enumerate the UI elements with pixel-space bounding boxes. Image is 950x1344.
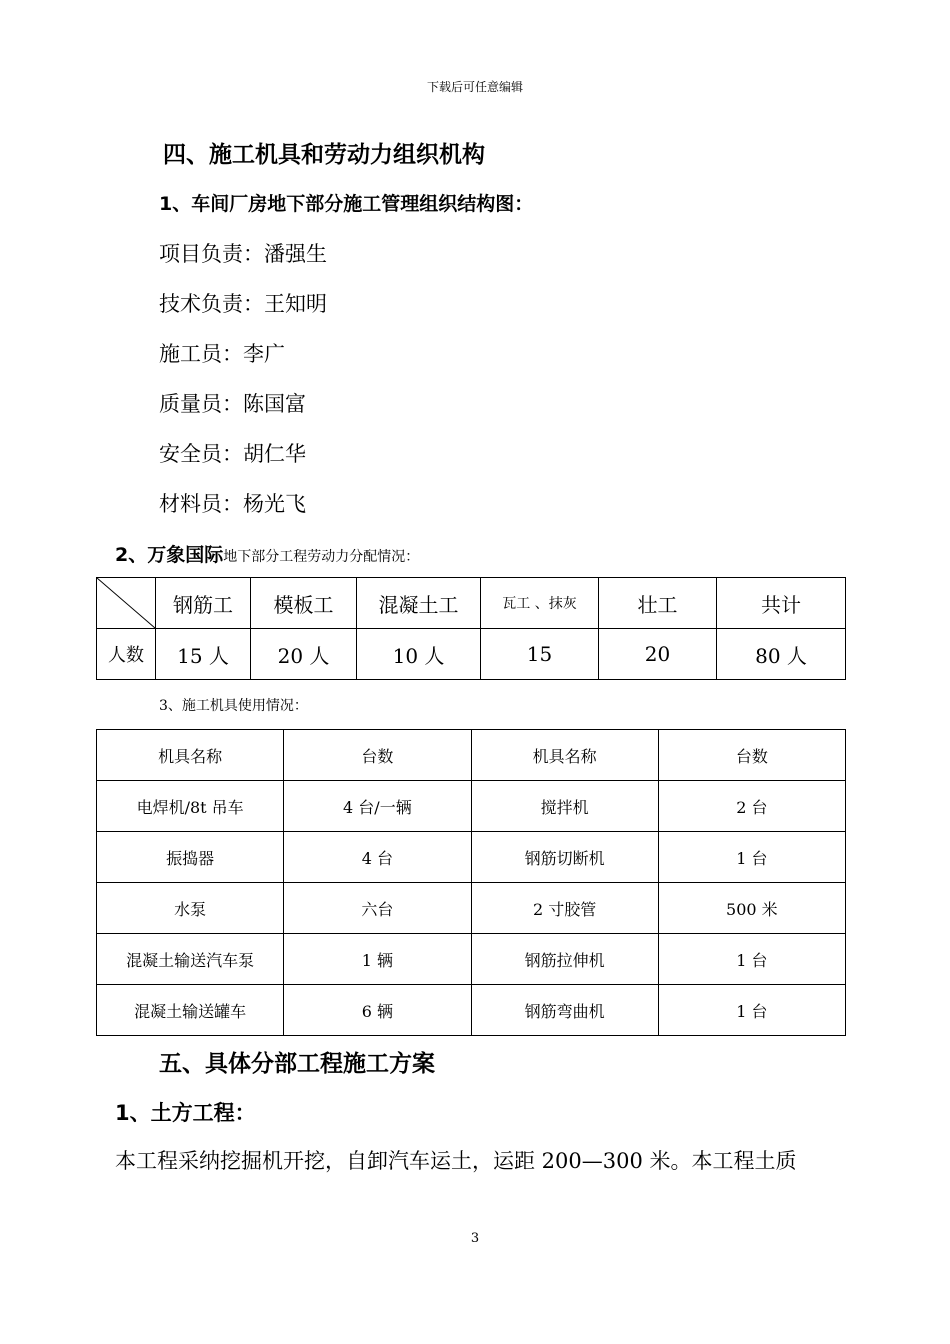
diagonal-line (97, 578, 155, 628)
labor-value-cell: 10 人 (357, 629, 481, 680)
labor-header-cell: 模板工 (251, 578, 357, 629)
equipment-row (97, 883, 846, 934)
body-paragraph: 本工程采纳挖掘机开挖，自卸汽车运土，运距 200—300 米。本工程土质 (115, 1149, 797, 1173)
equipment-cell: 混凝土输送罐车 (97, 985, 284, 1036)
equipment-cell: 钢筋切断机 (471, 832, 658, 883)
sub2-title-rest: 地下部分工程劳动力分配情况： (223, 549, 420, 565)
equipment-row (97, 832, 846, 883)
section4-title: 四、施工机具和劳动力组织机构 (163, 142, 485, 168)
sub1-title: 1、车间厂房地下部分施工管理组织结构图： (159, 193, 534, 215)
equipment-header-cell: 机具名称 (471, 730, 658, 781)
equipment-header-row (97, 730, 846, 781)
equipment-row (97, 781, 846, 832)
sub3-title: 3、施工机具使用情况： (159, 698, 308, 714)
equipment-cell: 500 米 (658, 883, 845, 934)
staff-role: 项目负责： (159, 242, 264, 266)
equipment-cell: 1 辆 (284, 934, 471, 985)
staff-name: 王知明 (264, 292, 327, 316)
equipment-cell: 混凝土输送汽车泵 (97, 934, 284, 985)
equipment-header-cell: 台数 (284, 730, 471, 781)
equipment-header-cell: 机具名称 (97, 730, 284, 781)
equipment-cell: 六台 (284, 883, 471, 934)
labor-value-cell: 20 (599, 629, 717, 680)
equipment-cell: 钢筋弯曲机 (471, 985, 658, 1036)
equipment-cell: 1 台 (658, 832, 845, 883)
equipment-cell: 4 台 (284, 832, 471, 883)
equipment-cell: 2 台 (658, 781, 845, 832)
staff-role: 施工员： (159, 342, 243, 366)
staff-name: 李广 (243, 342, 285, 366)
equipment-cell: 搅拌机 (471, 781, 658, 832)
equipment-cell: 水泵 (97, 883, 284, 934)
staff-role: 质量员： (159, 392, 243, 416)
staff-role: 安全员： (159, 442, 243, 466)
equipment-header-cell: 台数 (658, 730, 845, 781)
labor-value-cell: 80 人 (717, 629, 846, 680)
section5-sub1-title: 1、土方工程： (115, 1101, 256, 1125)
staff-line-safety (159, 438, 306, 468)
labor-header-cell: 共计 (717, 578, 846, 629)
staff-line-project-lead (159, 238, 327, 268)
equipment-cell: 钢筋拉伸机 (471, 934, 658, 985)
staff-role: 材料员： (159, 492, 243, 516)
section5-title: 五、具体分部工程施工方案 (159, 1051, 435, 1077)
labor-header-cell: 钢筋工 (156, 578, 251, 629)
equipment-cell: 6 辆 (284, 985, 471, 1036)
equipment-cell: 1 台 (658, 985, 845, 1036)
staff-line-tech-lead (159, 288, 327, 318)
labor-header-cell: 瓦工 、抹灰 (481, 578, 599, 629)
labor-header-cell: 壮工 (599, 578, 717, 629)
sub2-title (115, 540, 419, 567)
equipment-cell: 振捣器 (97, 832, 284, 883)
diagonal-corner-cell (97, 578, 156, 629)
equipment-row (97, 985, 846, 1036)
staff-name: 陈国富 (243, 392, 306, 416)
staff-role: 技术负责： (159, 292, 264, 316)
equipment-cell: 1 台 (658, 934, 845, 985)
staff-name: 杨光飞 (243, 492, 306, 516)
staff-line-constructor (159, 338, 285, 368)
header-note: 下载后可任意编辑 (426, 80, 523, 94)
labor-table (96, 577, 846, 680)
page-number: 3 (470, 1231, 480, 1246)
equipment-cell: 4 台/一辆 (284, 781, 471, 832)
equipment-table (96, 729, 846, 1036)
labor-value-cell: 20 人 (251, 629, 357, 680)
staff-line-materials (159, 488, 306, 518)
staff-name: 胡仁华 (243, 442, 306, 466)
labor-value-cell: 15 (481, 629, 599, 680)
labor-value-row (97, 629, 846, 680)
staff-name: 潘强生 (264, 242, 327, 266)
equipment-cell: 电焊机/8t 吊车 (97, 781, 284, 832)
labor-row-label: 人数 (97, 629, 156, 680)
staff-line-quality (159, 388, 306, 418)
labor-header-row (97, 578, 846, 629)
labor-value-cell: 15 人 (156, 629, 251, 680)
labor-header-cell: 混凝土工 (357, 578, 481, 629)
equipment-cell: 2 寸胶管 (471, 883, 658, 934)
equipment-row (97, 934, 846, 985)
sub2-title-bold: 2、万象国际 (115, 544, 224, 566)
